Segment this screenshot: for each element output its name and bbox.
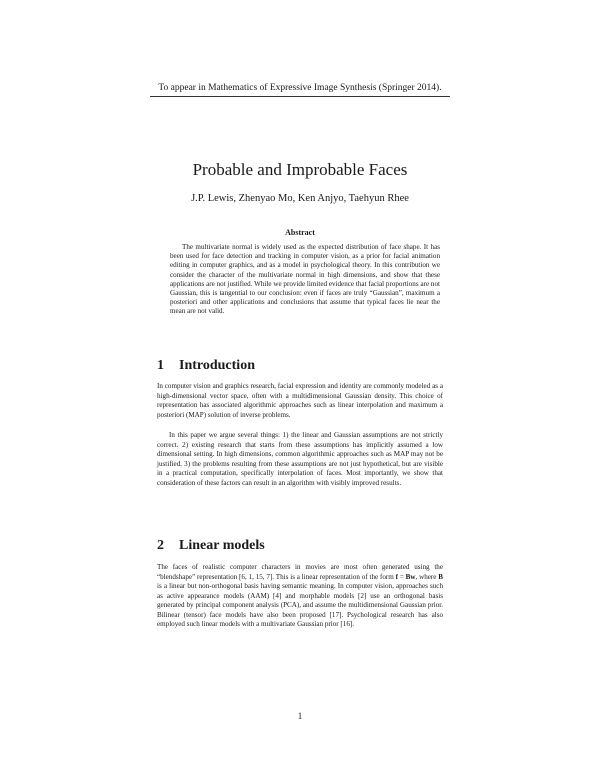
section-title: Introduction [179, 358, 255, 373]
text-run: The faces of realistic computer characters in movies are most often generated using the “blendshape” representation [6, 1, 15, 7]. This is a linear representation of the form [157, 563, 443, 581]
abstract-text: The multivariate normal is widely used as the expected distribution of face shape. It has been used for face detection and tracking in computer vision, as a prior for facial animation editing in computer graphics, and as a model in psychological theory. In this contribution we consider the character of the multivariate normal in high dimensions, and show that these applications are not justified. While we provide limited evidence that facial proportions are not Gaussian, this is tangential to our conclusion: even if faces are truly “Gaussian”, maximum a posteriori and other applications and conclusions that assume that typical faces lie near the mean are not valid. [170, 243, 440, 316]
text-run: , where [415, 572, 439, 581]
math-symbol-B: B [405, 572, 411, 581]
section-heading-linear-models [157, 538, 457, 554]
section-number: 2 [157, 538, 164, 553]
header-note: To appear in Mathematics of Expressive Image Synthesis (Springer 2014). [158, 83, 442, 93]
abstract-heading: Abstract [285, 228, 315, 237]
header-rule [150, 96, 450, 97]
linear-models-paragraph [157, 563, 443, 630]
section-title: Linear models [179, 538, 265, 553]
section-number: 1 [157, 358, 164, 373]
intro-paragraph-2: In this paper we argue several things: 1) the linear and Gaussian assumptions are not strictly correct. 2) existing research that starts from these assumptions has implicitly assumed a low dimensional setting. In high dimensions, common algorithmic approaches such as MAP may not be justified. 3) the problems resulting from these assumptions are not just hypothetical, but are visible in a practical computation, specifically interpolation of faces. Most importantly, we show that consideration of these factors can result in an algorithm with visibly improved results. [157, 431, 443, 487]
page-number: 1 [297, 711, 303, 721]
text-run: = [397, 572, 406, 581]
text-run: is a linear but non-orthogonal basis having semantic meaning. In computer vision, approaches such as active appearance models (AAM) [4] and morphable models [2] use an orthogonal basis generated by principal component analysis (PCA), and assume the multidimensional Gaussian prior. Bilinear (tensor) face models have also been proposed [17]. Psychological research has also employed such linear models with a multivariate Gaussian prior [16]. [157, 582, 443, 628]
math-symbol-B: B [438, 572, 443, 581]
paper-title: Probable and Improbable Faces [192, 160, 408, 179]
paper-authors: J.P. Lewis, Zhenyao Mo, Ken Anjyo, Taehyun Rhee [191, 193, 409, 204]
section-heading-introduction [157, 358, 457, 374]
math-symbol-f: f [395, 572, 398, 581]
intro-paragraph-1: In computer vision and graphics research, facial expression and identity are commonly modeled as a high-dimensional vector space, often with a multidimensional Gaussian density. This choice of representation has associated algorithmic approaches such as linear interpolation and maximum a posteriori (MAP) solution of inverse problems. [157, 382, 443, 419]
math-symbol-w: w [410, 572, 416, 581]
